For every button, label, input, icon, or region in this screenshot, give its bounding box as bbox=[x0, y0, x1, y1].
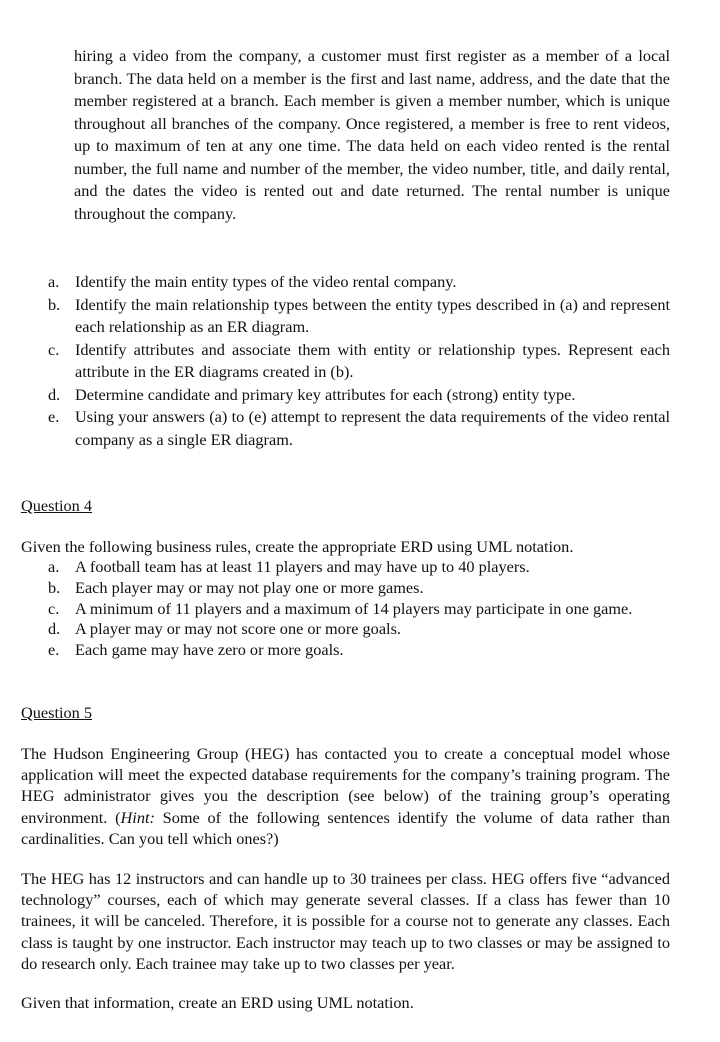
list-item bbox=[48, 557, 670, 578]
paragraph-text: Some of the following sentences identify the volume of data rather than cardinalities. Can you tell which ones?) bbox=[21, 807, 670, 848]
list-item-text: Identify attributes and associate them with entity or relationship types. Represent each attribute in the ER diagrams created in (b). bbox=[75, 339, 670, 381]
list-item-text: Using your answers (a) to (e) attempt to represent the data requirements of the video rental company as a single ER diagram. bbox=[75, 407, 670, 449]
list-item bbox=[48, 384, 670, 407]
list-marker: d. bbox=[48, 619, 61, 639]
task-list bbox=[48, 271, 670, 451]
list-item-text: A minimum of 11 players and a maximum of 14 players may participate in one game. bbox=[75, 598, 633, 618]
hint-label: Hint: bbox=[120, 807, 155, 827]
paragraph-text: The Hudson Engineering Group (HEG) has contacted you to create a conceptual model whose application will meet the expected database requirements for the company’s training program. The HEG administrator gives you the description (see below) of the training group’s operating environment. ( bbox=[21, 744, 670, 827]
list-marker: b. bbox=[48, 577, 61, 597]
list-item-text: Identify the main relationship types between the entity types described in (a) and represent each relationship as an ER diagram. bbox=[75, 294, 670, 336]
question-5-heading: Question 5 bbox=[21, 703, 92, 722]
list-item-text: Determine candidate and primary key attributes for each (strong) entity type. bbox=[75, 384, 576, 404]
list-item bbox=[48, 406, 670, 451]
list-marker: b. bbox=[48, 294, 61, 314]
list-item bbox=[48, 339, 670, 384]
question-4-intro: Given the following business rules, create the appropriate ERD using UML notation. bbox=[21, 537, 574, 556]
question-5-paragraph-3: Given that information, create an ERD using UML notation. bbox=[21, 993, 414, 1012]
list-item bbox=[48, 271, 670, 294]
question-5-paragraph-1 bbox=[21, 743, 670, 849]
question-5-paragraph-2: The HEG has 12 instructors and can handle up to 30 trainees per class. HEG offers five “advanced technology” courses, each of which may generate several classes. If a class has fewer than 10 trainees, it will be canceled. Therefore, it is possible for a course not to generate any classes. Each class is taught by one instructor. Each instructor may teach up to two classes or may be assigned to do research only. Each trainee may take up to two classes per year. bbox=[21, 869, 670, 973]
list-marker: e. bbox=[48, 407, 60, 426]
list-marker: a. bbox=[48, 557, 60, 576]
list-item bbox=[48, 294, 670, 339]
list-item-text: A football team has at least 11 players and may have up to 40 players. bbox=[75, 557, 530, 576]
list-item bbox=[48, 619, 670, 640]
list-item bbox=[48, 640, 670, 661]
business-rules-list bbox=[48, 557, 670, 661]
list-marker: c. bbox=[48, 339, 60, 359]
list-item-text: Identify the main entity types of the video rental company. bbox=[75, 272, 457, 291]
list-item bbox=[48, 578, 670, 599]
list-item-text: A player may or may not score one or more goals. bbox=[75, 619, 401, 639]
list-item bbox=[48, 599, 670, 620]
list-item-text: Each game may have zero or more goals. bbox=[75, 640, 344, 660]
list-marker: e. bbox=[48, 640, 60, 660]
list-marker: a. bbox=[48, 272, 60, 291]
list-item-text: Each player may or may not play one or more games. bbox=[75, 577, 424, 597]
question-4-heading: Question 4 bbox=[21, 496, 92, 515]
list-marker: c. bbox=[48, 598, 60, 618]
intro-paragraph: hiring a video from the company, a customer must first register as a member of a local branch. The data held on a member is the first and last name, address, and the date that the member registered at a branch. Each member is given a member number, which is unique throughout all branches of the company. Once registered, a member is free to rent videos, up to maximum of ten at any one time. The data held on each video rented is the rental number, the full name and number of the member, the video number, title, and daily rental, and the dates the video is rented out and date returned. The rental number is unique throughout the company. bbox=[74, 46, 670, 223]
list-marker: d. bbox=[48, 384, 61, 404]
